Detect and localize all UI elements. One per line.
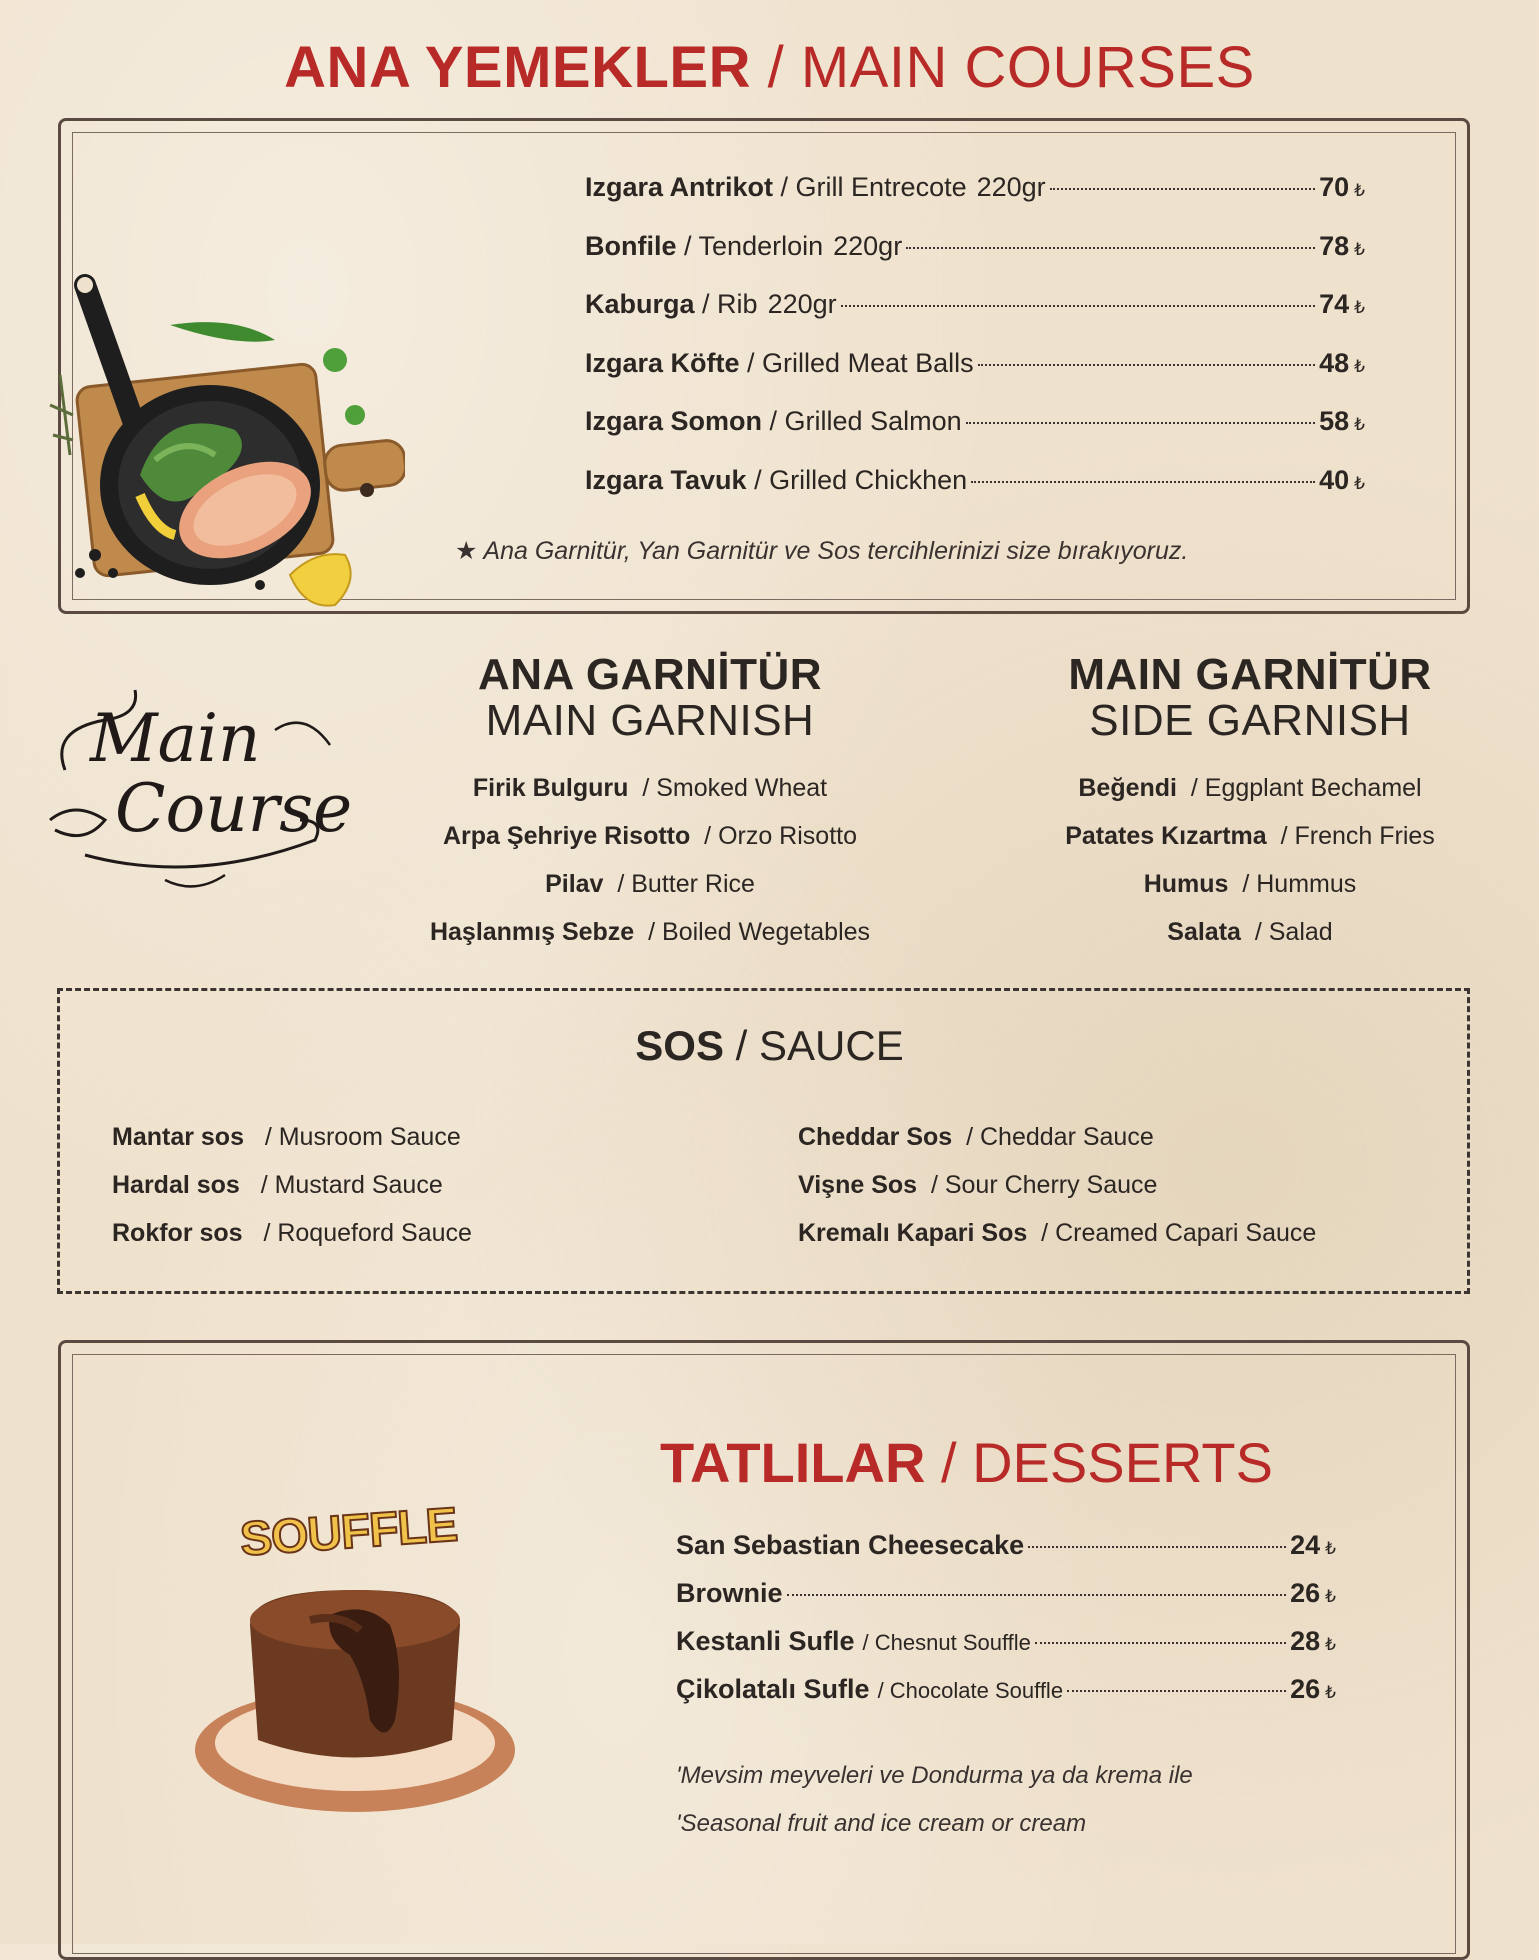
- lira-icon: ₺: [1325, 1539, 1336, 1558]
- sauce-item: [112, 1113, 472, 1161]
- garnish-item: [340, 908, 960, 956]
- leader-dots: [966, 422, 1316, 424]
- side-garnish-section: [960, 650, 1539, 956]
- leader-dots: [1050, 188, 1315, 190]
- lira-icon: ₺: [1354, 415, 1365, 434]
- sauce-item-tr: Rokfor sos: [112, 1219, 243, 1247]
- menu-item-name: Izgara Antrikot: [585, 172, 774, 202]
- sauce-item-tr: Hardal sos: [112, 1171, 240, 1199]
- menu-item-price: 78: [1319, 230, 1350, 261]
- sauce-item: [798, 1113, 1316, 1161]
- desserts-title-en: DESSERTS: [972, 1431, 1273, 1494]
- menu-item-name: Bonfile: [585, 230, 677, 261]
- menu-item-english: / Tenderloin: [684, 230, 824, 261]
- sauce-title-en: SAUCE: [759, 1022, 904, 1069]
- leader-dots: [787, 1594, 1287, 1596]
- garnish-item-tr: Beğendi: [1078, 774, 1177, 802]
- sauce-item-tr: Cheddar Sos: [798, 1123, 953, 1151]
- souffle-illustration: [190, 1498, 520, 1825]
- leader-dots: [1035, 1642, 1286, 1644]
- main-garnish-title-en: MAIN GARNISH: [485, 696, 815, 745]
- lira-icon: ₺: [1354, 181, 1365, 200]
- menu-item-english: / Rib: [702, 289, 758, 319]
- leader-dots: [841, 305, 1315, 307]
- sauce-title: [0, 1022, 1539, 1070]
- lira-icon: ₺: [1325, 1635, 1336, 1654]
- garnish-item-tr: Haşlanmış Sebze: [429, 918, 635, 946]
- menu-item-price: 58: [1319, 406, 1350, 436]
- dessert-item-name: Kestanli Sufle: [676, 1626, 855, 1656]
- sauce-item-en: / Roqueford Sauce: [263, 1219, 472, 1247]
- sauce-item-tr: Kremalı Kapari Sos: [798, 1219, 1028, 1247]
- menu-item: [585, 289, 1365, 348]
- garnish-item-en: / Butter Rice: [617, 870, 755, 898]
- menu-item: [585, 465, 1365, 524]
- dessert-item: [676, 1674, 1336, 1722]
- title-separator: /: [735, 1022, 748, 1069]
- title-separator: /: [940, 1431, 957, 1494]
- menu-item: [585, 231, 1365, 290]
- sauce-item-en: / Musroom Sauce: [264, 1123, 461, 1151]
- dessert-item-english: / Chocolate Souffle: [877, 1678, 1064, 1703]
- side-garnish-title-en: SIDE GARNISH: [1089, 696, 1411, 745]
- garnish-item-tr: Firik Bulguru: [472, 774, 629, 802]
- lira-icon: ₺: [1354, 356, 1365, 376]
- menu-item: [585, 348, 1365, 407]
- menu-item: [585, 172, 1365, 231]
- main-garnish-title-tr: ANA GARNİTÜR: [477, 650, 823, 699]
- menu-item-quantity: 220gr: [767, 289, 837, 319]
- garnish-item-en: / French Fries: [1280, 822, 1435, 850]
- sauce-item-en: / Creamed Capari Sauce: [1041, 1219, 1317, 1247]
- sauce-item-tr: Mantar sos: [112, 1123, 244, 1151]
- dessert-item-name: San Sebastian Cheesecake: [676, 1530, 1025, 1560]
- menu-item-quantity: 220gr: [976, 172, 1046, 202]
- dessert-item-price: 24: [1290, 1530, 1321, 1560]
- skillet-illustration: [45, 255, 405, 630]
- garnish-item: [340, 764, 960, 812]
- menu-item-english: / Grill Entrecote: [780, 172, 967, 202]
- garnish-item: [960, 812, 1539, 860]
- lira-icon: ₺: [1354, 298, 1365, 317]
- sauce-item-tr: Vişne Sos: [798, 1171, 918, 1199]
- garnish-item: [960, 764, 1539, 812]
- dessert-item: [676, 1626, 1336, 1674]
- sauce-item-en: / Mustard Sauce: [260, 1171, 443, 1199]
- menu-item-price: 70: [1319, 172, 1350, 202]
- sauce-item-en: / Sour Cherry Sauce: [930, 1171, 1158, 1199]
- garnish-item-tr: Humus: [1143, 870, 1229, 898]
- main-courses-note: ★ Ana Garnitür, Yan Garnitür ve Sos tercihlerinizi size bırakıyoruz.: [455, 537, 1189, 565]
- desserts-title-tr: TATLILAR: [660, 1431, 926, 1494]
- menu-item-price: 40: [1319, 464, 1350, 495]
- sauce-item-en: / Cheddar Sauce: [966, 1123, 1154, 1151]
- dessert-note-en: 'Seasonal fruit and ice cream or cream: [676, 1810, 1087, 1837]
- garnish-item: [960, 908, 1539, 956]
- souffle-badge: SOUFFLE: [238, 1498, 459, 1567]
- lira-icon: ₺: [1325, 1587, 1336, 1606]
- menu-item-english: / Grilled Chickhen: [754, 464, 968, 495]
- sauce-item: [798, 1209, 1316, 1257]
- menu-item-name: Izgara Köfte: [585, 347, 740, 378]
- main-courses-title-en: MAIN COURSES: [800, 35, 1255, 100]
- garnish-item-en: / Salad: [1254, 918, 1333, 946]
- leader-dots: [1028, 1546, 1286, 1548]
- sauce-item: [112, 1161, 472, 1209]
- garnish-item: [340, 812, 960, 860]
- menu-item-name: Izgara Tavuk: [585, 464, 747, 495]
- menu-item-english: / Grilled Meat Balls: [747, 347, 974, 378]
- garnish-item-en: / Eggplant Bechamel: [1190, 774, 1422, 802]
- garnish-item-en: / Hummus: [1242, 870, 1357, 898]
- logo-line1: Main: [90, 700, 261, 777]
- dessert-item-price: 26: [1290, 1578, 1321, 1608]
- garnish-item-tr: Salata: [1167, 918, 1241, 946]
- side-garnish-title-tr: MAIN GARNİTÜR: [1068, 650, 1432, 699]
- main-garnish-section: [340, 650, 960, 956]
- menu-item-price: 74: [1319, 289, 1350, 319]
- garnish-item: [340, 860, 960, 908]
- main-courses-title: [0, 34, 1539, 101]
- main-courses-title-tr: ANA YEMEKLER: [284, 35, 751, 100]
- garnish-item-tr: Patates Kızartma: [1065, 822, 1267, 850]
- lira-icon: ₺: [1354, 473, 1365, 493]
- dessert-item-english: / Chesnut Souffle: [862, 1630, 1031, 1655]
- sauce-list-right: [798, 1113, 1316, 1257]
- garnish-item-tr: Arpa Şehriye Risotto: [442, 822, 691, 850]
- dessert-note-tr: 'Mevsim meyveleri ve Dondurma ya da krema ile: [676, 1762, 1193, 1789]
- sauce-title-tr: SOS: [635, 1022, 724, 1069]
- garnish-item-en: / Orzo Risotto: [704, 822, 857, 850]
- title-separator: /: [767, 35, 785, 100]
- leader-dots: [971, 481, 1315, 483]
- desserts-title: [660, 1430, 1273, 1495]
- dessert-item: [676, 1530, 1336, 1578]
- dessert-item-price: 26: [1290, 1674, 1321, 1704]
- dessert-item-name: Brownie: [676, 1578, 783, 1608]
- garnish-item-tr: Pilav: [545, 870, 604, 898]
- lira-icon: ₺: [1354, 239, 1365, 259]
- leader-dots: [906, 247, 1315, 249]
- menu-item-quantity: 220gr: [833, 230, 903, 261]
- garnish-item-en: / Boiled Wegetables: [648, 918, 871, 946]
- menu-item-english: / Grilled Salmon: [769, 406, 962, 436]
- menu-item-price: 48: [1319, 347, 1350, 378]
- menu-item: [585, 406, 1365, 465]
- main-courses-list: [585, 172, 1365, 523]
- sauce-item: [112, 1209, 472, 1257]
- lira-icon: ₺: [1325, 1683, 1336, 1702]
- sauce-item: [798, 1161, 1316, 1209]
- menu-item-name: Kaburga: [585, 289, 695, 319]
- garnish-item-en: / Smoked Wheat: [642, 774, 828, 802]
- dessert-item-price: 28: [1290, 1626, 1321, 1656]
- main-course-logo: [45, 670, 353, 900]
- leader-dots: [1067, 1690, 1286, 1692]
- sauce-list-left: [112, 1113, 472, 1257]
- dessert-item-name: Çikolatalı Sufle: [676, 1674, 870, 1704]
- desserts-list: [676, 1530, 1336, 1848]
- dessert-item: [676, 1578, 1336, 1626]
- menu-item-name: Izgara Somon: [585, 406, 763, 436]
- logo-line2: Course: [115, 770, 353, 847]
- garnish-item: [960, 860, 1539, 908]
- leader-dots: [978, 364, 1316, 366]
